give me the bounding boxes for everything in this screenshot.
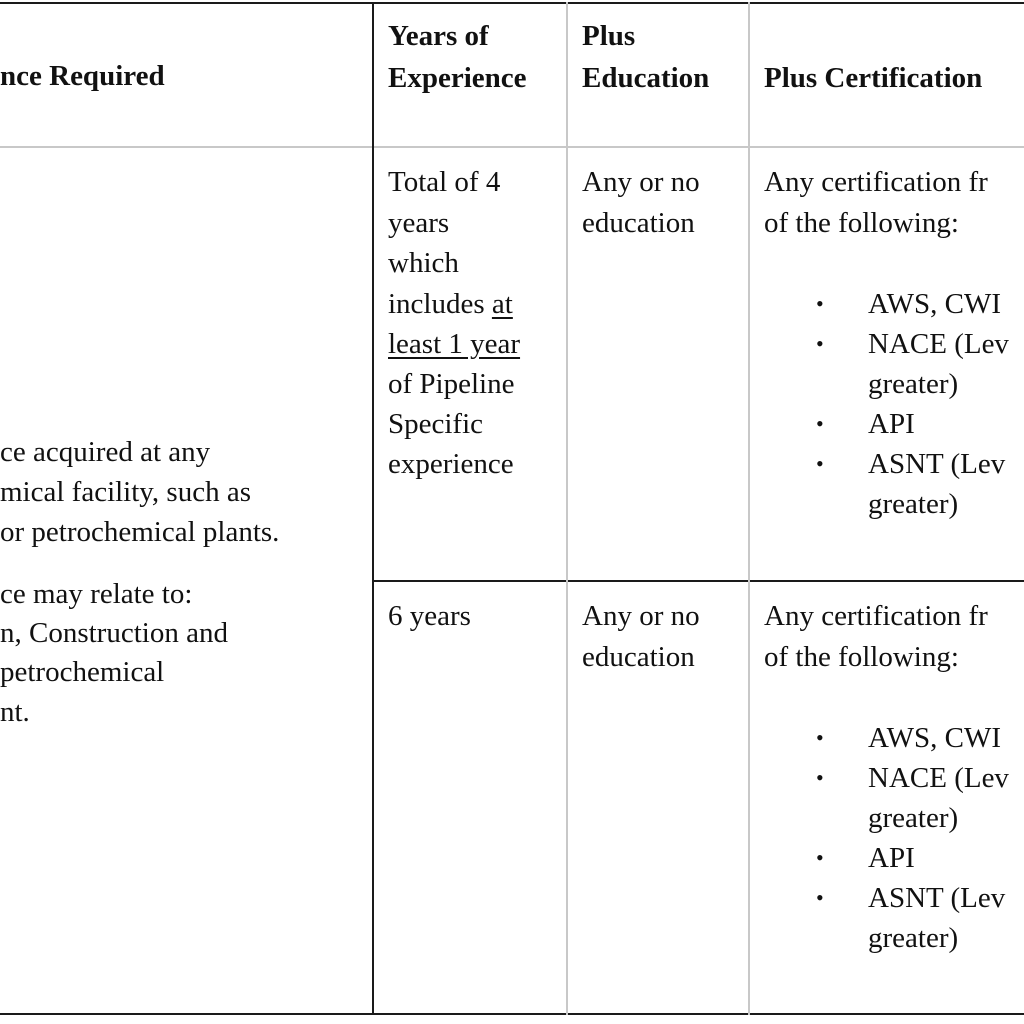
row1-years-text: includes [388, 288, 492, 320]
row2-cert-intro: of the following: [764, 641, 959, 673]
row1-years-underlined: at [491, 288, 513, 320]
row1-years-line: years [388, 207, 450, 239]
row1-cert-item: AWS, CWI [868, 288, 1001, 320]
header-years-line1: Years of [388, 20, 489, 52]
row1-years-line: Total of 4 [388, 166, 501, 198]
left-text-line: or petrochemical plants. [0, 516, 280, 548]
header-certification: Plus Certification [764, 62, 983, 94]
left-text-line: mical facility, such as [0, 476, 251, 508]
table-bottom-border [0, 1013, 1024, 1015]
row1-years-line: which [388, 247, 459, 279]
row1-cert-item: API [868, 408, 915, 440]
row1-years-line: experience [388, 448, 514, 480]
bullet-icon: • [816, 845, 824, 870]
row1-years-underlined-line: least 1 year [388, 328, 521, 360]
left-text-line: n, Construction and [0, 617, 228, 649]
header-bottom-border [0, 146, 1024, 148]
row2-cert-item: AWS, CWI [868, 722, 1001, 754]
row1-cert-item: greater) [868, 368, 959, 400]
row2-cert-item: API [868, 842, 915, 874]
left-text-line: ce acquired at any [0, 436, 211, 468]
column-divider-3 [748, 2, 750, 1015]
column-divider-2 [566, 2, 568, 1015]
row1-years-line: of Pipeline [388, 368, 515, 400]
bullet-icon: • [816, 885, 824, 910]
header-experience-required: nce Required [0, 60, 165, 92]
row2-cert-item: greater) [868, 802, 959, 834]
table-top-border [0, 2, 1024, 4]
row2-education-line: Any or no [582, 600, 700, 632]
row2-cert-intro: Any certification fr [764, 600, 988, 632]
row1-cert-item: greater) [868, 488, 959, 520]
left-text-line: ce may relate to: [0, 578, 193, 610]
left-text-line: nt. [0, 696, 30, 728]
bullet-icon: • [816, 765, 824, 790]
row1-cert-intro: of the following: [764, 207, 959, 239]
row2-years: 6 years [388, 600, 471, 632]
bullet-icon: • [816, 725, 824, 750]
row1-cert-item: ASNT (Lev [868, 448, 1006, 480]
row1-cert-intro: Any certification fr [764, 166, 988, 198]
bullet-icon: • [816, 291, 824, 316]
left-text-line: petrochemical [0, 656, 165, 688]
header-education-line1: Plus [582, 20, 636, 52]
bullet-icon: • [816, 451, 824, 476]
header-years-line2: Experience [388, 62, 527, 94]
bullet-icon: • [816, 411, 824, 436]
row2-cert-item: ASNT (Lev [868, 882, 1006, 914]
header-education-line2: Education [582, 62, 710, 94]
column-divider-1 [372, 2, 374, 1015]
row1-years-line: Specific [388, 408, 484, 440]
row1-years-line [388, 284, 513, 324]
row1-education-line: Any or no [582, 166, 700, 198]
row2-education-line: education [582, 641, 695, 673]
row2-cert-item: NACE (Lev [868, 762, 1009, 794]
row1-education-line: education [582, 207, 695, 239]
row1-cert-item: NACE (Lev [868, 328, 1009, 360]
row2-cert-item: greater) [868, 922, 959, 954]
row-divider [372, 580, 1024, 582]
bullet-icon: • [816, 331, 824, 356]
